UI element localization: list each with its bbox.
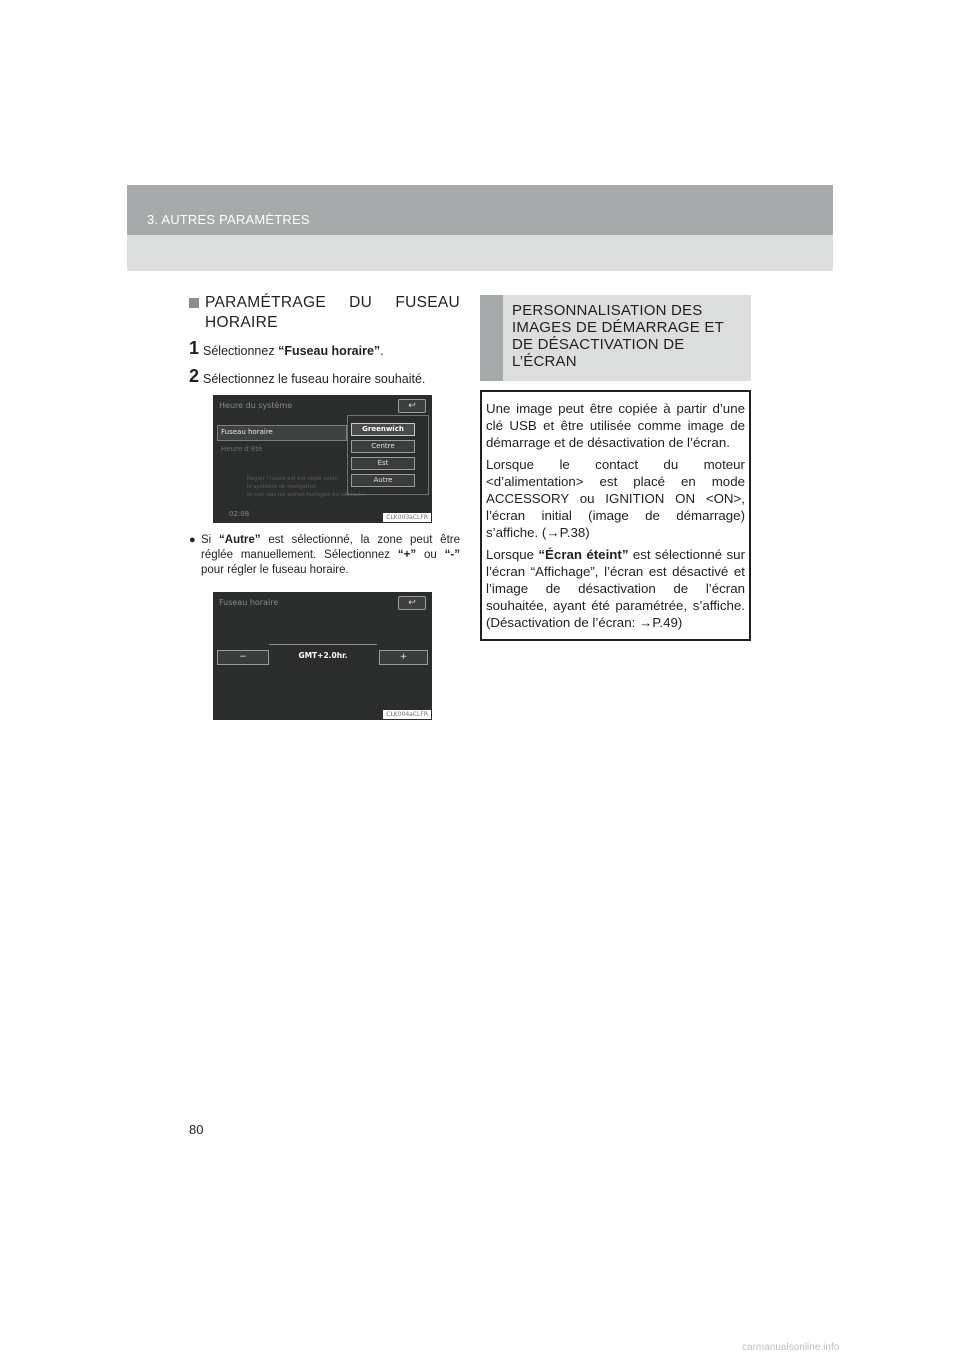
back-button[interactable]	[398, 596, 426, 610]
screenshot-system-time	[213, 395, 432, 523]
step-number: 1	[189, 338, 200, 358]
option-centre-button[interactable]: Centre	[351, 440, 415, 453]
step-1	[189, 338, 460, 359]
option-autre-button[interactable]: Autre	[351, 474, 415, 487]
plus-button[interactable]: +	[379, 650, 428, 665]
subheading	[189, 293, 460, 333]
bullet-dot-icon: ●	[189, 534, 196, 546]
header-band	[127, 185, 833, 271]
screen-time: 02:08	[229, 510, 250, 518]
row-label: Fuseau horaire	[221, 428, 273, 436]
step-1-bold: “Fuseau horaire”	[278, 344, 381, 358]
step-1-post: .	[380, 344, 384, 358]
image-code: CLK003aCLFR	[383, 513, 431, 522]
option-greenwich-button[interactable]: Greenwich	[351, 423, 415, 436]
row-heure-dete: Heure d’été	[221, 445, 263, 453]
paragraph-1: Une image peut être copiée à partir d’une clé USB et être utilisée comme image de démarrage et de désactivation de l’écran.	[486, 401, 745, 450]
back-arrow-icon: ↩	[408, 598, 416, 608]
screenshot-fuseau-horaire	[213, 592, 432, 720]
section-label: 3. AUTRES PARAMÈTRES	[147, 212, 310, 227]
step-number: 2	[189, 366, 200, 386]
heading-bar	[480, 295, 503, 381]
step-2	[189, 366, 460, 387]
left-column	[189, 293, 460, 720]
page-number: 80	[189, 1122, 204, 1137]
back-button[interactable]	[398, 399, 426, 413]
screen-note: Régler l’heure est est réglé selon le système de navigation et non pas les autres horloges du véhicule.	[247, 476, 366, 498]
timezone-value: GMT+2.0hr.	[269, 644, 377, 667]
subheading-text: PARAMÉTRAGE DU FUSEAU HORAIRE	[205, 294, 460, 331]
section-heading: PERSONNALISATION DES IMAGES DE DÉMARRAGE ET DE DÉSACTIVATION DE L’ÉCRAN	[512, 302, 724, 370]
screen-title: Fuseau horaire	[219, 598, 279, 607]
square-bullet-icon	[189, 298, 199, 308]
header-top-bar	[127, 185, 833, 235]
right-column	[480, 295, 751, 641]
section-heading-box	[480, 295, 751, 381]
step-1-pre: Sélectionnez	[203, 344, 279, 358]
watermark: carmanualsonline.info	[742, 1342, 840, 1353]
bullet-note: ● Si “Autre” est sélectionné, la zone peut être réglée manuellement. Sélectionnez “+” ou “-” pour régler le fuseau horaire.	[189, 534, 461, 576]
screen-title: Heure du système	[219, 401, 293, 410]
image-code: CLK004aCLFR	[383, 710, 431, 719]
paragraph-2: Lorsque le contact du moteur <d’alimentation> est placé en mode ACCESSORY ou IGNITION ON <ON>, l’écran initial (image de démarrage) s’affiche. (→P.38)	[486, 457, 745, 540]
back-arrow-icon: ↩	[408, 401, 416, 411]
minus-button[interactable]: −	[217, 650, 269, 665]
step-2-text: Sélectionnez le fuseau horaire souhaité.	[203, 372, 426, 386]
row-fuseau-horaire[interactable]	[217, 425, 347, 441]
paragraph-3: Lorsque “Écran éteint” est sélectionné sur l’écran “Affichage”, l’écran est désactivé et l’image de désactivation de l’écran souhaitée, ayant été paramétrée, s’affiche. (Désactivation de l’écran: →P.49)	[486, 547, 746, 630]
option-est-button[interactable]: Est	[351, 457, 415, 470]
section-body-box	[480, 390, 751, 641]
